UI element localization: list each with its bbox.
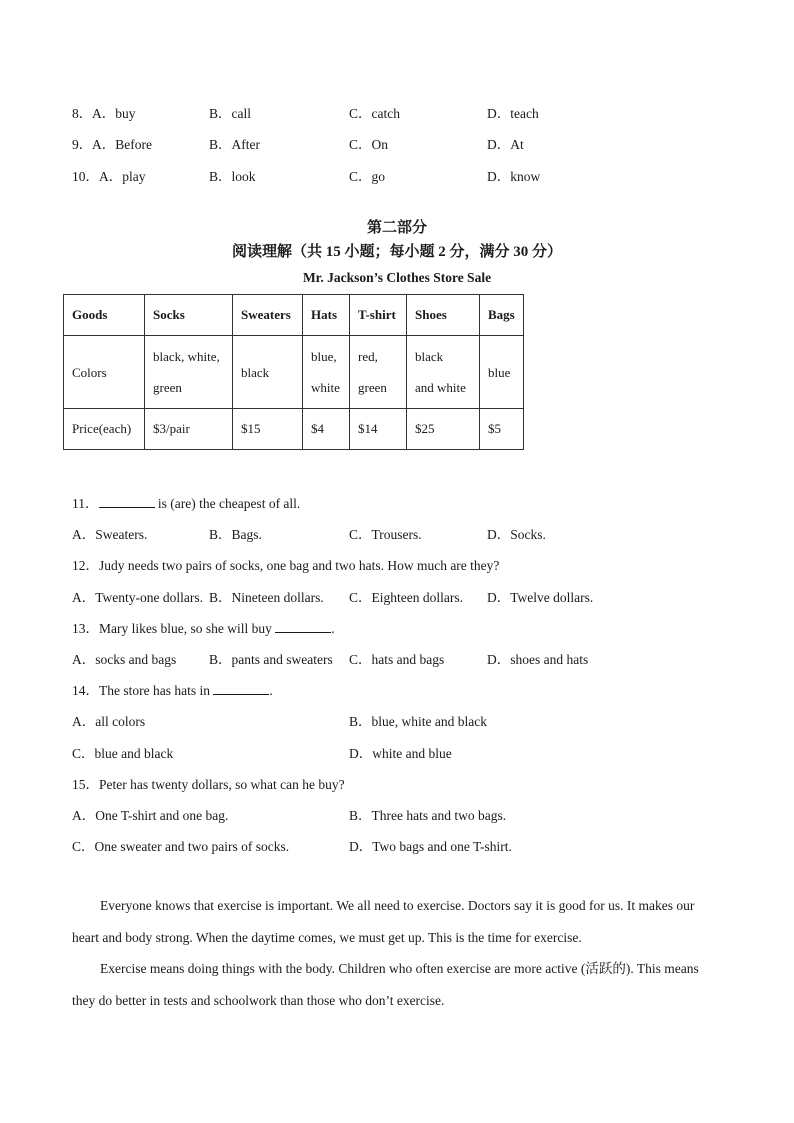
colors-socks: black, white, green <box>145 336 233 409</box>
option-b: B．look <box>209 169 256 184</box>
question-number: 9． <box>72 137 93 152</box>
option-c: C．go <box>349 169 386 184</box>
price-shoes: $25 <box>407 409 480 450</box>
header-goods: Goods <box>64 295 145 336</box>
header-shoes: Shoes <box>407 295 480 336</box>
section-part-title: 第二部分 <box>366 220 427 236</box>
option-c: C．blue and black <box>72 746 174 761</box>
option-c: C．catch <box>349 106 400 121</box>
option-a: A．buy <box>92 106 136 121</box>
colors-shoes: black and white <box>407 336 480 409</box>
option-b: B．Three hats and two bags. <box>349 808 507 823</box>
option-row-9 <box>0 133 794 153</box>
option-d: D．know <box>487 169 541 184</box>
option-d: D．Twelve dollars. <box>487 590 594 605</box>
reading-passage <box>72 890 722 1016</box>
question-number: 8． <box>72 106 93 121</box>
question-13: 13．Mary likes blue, so she will buy . <box>72 621 335 636</box>
price-row <box>64 409 524 450</box>
option-row-10 <box>0 165 794 185</box>
question-14: 14．The store has hats in . <box>72 683 273 698</box>
colors-row <box>64 336 524 409</box>
colors-sweaters: black <box>233 336 303 409</box>
question-15-options-ab <box>0 804 794 824</box>
option-c: C．On <box>349 137 389 152</box>
option-a: A．Before <box>92 137 152 152</box>
option-c: C．Trousers. <box>349 527 422 542</box>
header-bags: Bags <box>480 295 524 336</box>
option-a: A．socks and bags <box>72 652 177 667</box>
option-a: A．One T-shirt and one bag. <box>72 808 229 823</box>
passage-paragraph-2: Exercise means doing things with the body. Children who often exercise are more active (活跃的). This means they do better in tests and schoolwork than those who don’t exercise. <box>72 961 699 1008</box>
header-tshirt: T-shirt <box>350 295 407 336</box>
price-label: Price(each) <box>64 409 145 450</box>
answer-blank <box>99 495 155 508</box>
price-bags: $5 <box>480 409 524 450</box>
price-socks: $3/pair <box>145 409 233 450</box>
question-15: 15．Peter has twenty dollars, so what can he buy? <box>72 777 345 792</box>
option-d: D．Two bags and one T-shirt. <box>349 839 512 854</box>
option-d: D．At <box>487 137 524 152</box>
option-b: B．After <box>209 137 260 152</box>
colors-label: Colors <box>64 336 145 409</box>
passage-paragraph-1: Everyone knows that exercise is important. We all need to exercise. Doctors say it is good for us. It makes our heart and body strong. When the daytime comes, we must get up. This is the time for exercise. <box>72 898 695 945</box>
option-d: D．white and blue <box>349 746 452 761</box>
section-subtitle: 阅读理解（共 15 小题；每小题 2 分，满分 30 分） <box>231 244 562 260</box>
option-b: B．call <box>209 106 251 121</box>
question-12: 12．Judy needs two pairs of socks, one bag and two hats. How much are they? <box>72 558 500 573</box>
option-c: C．hats and bags <box>349 652 445 667</box>
colors-bags: blue <box>480 336 524 409</box>
question-14-options-cd <box>0 742 794 762</box>
price-sweaters: $15 <box>233 409 303 450</box>
question-15-options-cd <box>0 835 794 855</box>
question-11: 11． is (are) the cheapest of all. <box>72 496 301 511</box>
option-b: B．pants and sweaters <box>209 652 333 667</box>
question-12-options <box>0 586 794 606</box>
sale-table <box>63 294 524 450</box>
header-sweaters: Sweaters <box>233 295 303 336</box>
answer-blank <box>213 682 269 695</box>
question-number: 10． <box>72 169 99 184</box>
option-b: B．Nineteen dollars. <box>209 590 324 605</box>
option-a: A．Twenty-one dollars. <box>72 590 204 605</box>
question-11-options <box>0 523 794 543</box>
header-hats: Hats <box>303 295 350 336</box>
option-b: B．Bags. <box>209 527 262 542</box>
question-13-options <box>0 648 794 668</box>
option-d: D．Socks. <box>487 527 546 542</box>
option-a: A．all colors <box>72 714 146 729</box>
price-tshirt: $14 <box>350 409 407 450</box>
colors-hats: blue, white <box>303 336 350 409</box>
option-a: A．Sweaters. <box>72 527 148 542</box>
price-hats: $4 <box>303 409 350 450</box>
table-title: Mr. Jackson’s Clothes Store Sale <box>302 270 492 285</box>
question-14-options-ab <box>0 710 794 730</box>
option-b: B．blue, white and black <box>349 714 487 729</box>
answer-blank <box>275 620 331 633</box>
option-row-8 <box>0 102 794 122</box>
colors-tshirt: red, green <box>350 336 407 409</box>
option-c: C．Eighteen dollars. <box>349 590 463 605</box>
option-d: D．shoes and hats <box>487 652 589 667</box>
header-socks: Socks <box>145 295 233 336</box>
option-a: A．play <box>99 169 146 184</box>
option-c: C．One sweater and two pairs of socks. <box>72 839 290 854</box>
table-header-row <box>64 295 524 336</box>
option-d: D．teach <box>487 106 539 121</box>
